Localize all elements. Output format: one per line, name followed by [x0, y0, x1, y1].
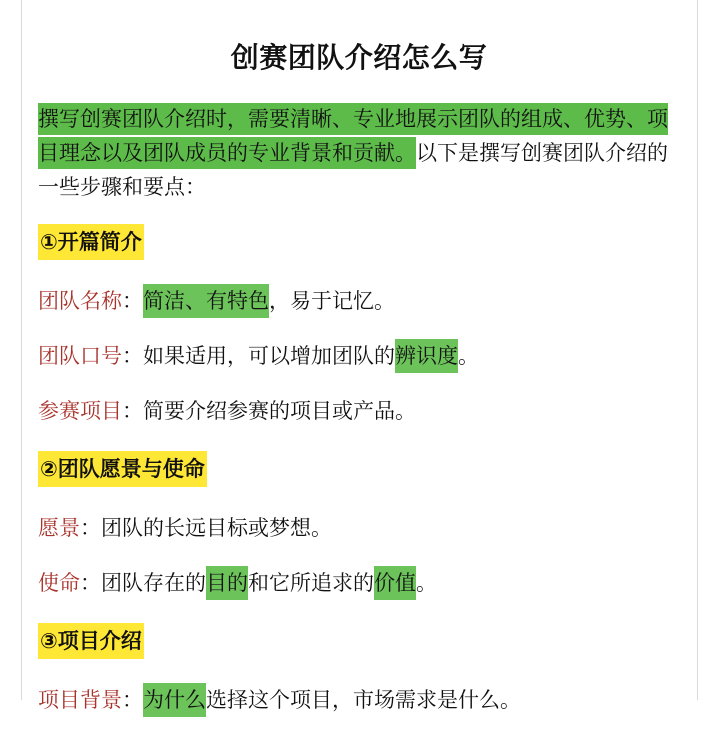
intro-highlighted-text: 撰写创赛团队介绍时，需要清晰、专业地展示团队的组成、优势、项目理念以及团队成员的专业背景和贡献。: [38, 103, 668, 169]
item-colon: ：: [122, 289, 143, 313]
section-1: [38, 224, 680, 426]
item-text: 。: [416, 571, 437, 595]
page-title: 创赛团队介绍怎么写: [230, 41, 488, 74]
item-term: 团队名称: [38, 289, 122, 313]
document-page: [38, 26, 680, 740]
list-item: [38, 513, 680, 543]
item-text: 团队的长远目标或梦想。: [101, 516, 332, 540]
item-colon: ：: [80, 571, 101, 595]
section-3: [38, 623, 680, 715]
item-colon: ：: [122, 344, 143, 368]
item-text: 如果适用，可以增加团队的: [143, 344, 395, 368]
item-colon: ：: [122, 688, 143, 712]
item-text: 和它所追求的: [248, 571, 374, 595]
list-item: [38, 286, 680, 316]
list-item: [38, 341, 680, 371]
section-heading: ②团队愿景与使命: [38, 451, 207, 487]
item-term: 团队口号: [38, 344, 122, 368]
highlighted-text: 辨识度: [395, 339, 458, 373]
highlighted-text: 目的: [206, 566, 248, 600]
section-heading: ①开篇简介: [38, 224, 144, 260]
item-text: 团队存在的: [101, 571, 206, 595]
item-term: 参赛项目: [38, 399, 122, 423]
item-term: 使命: [38, 571, 80, 595]
list-item: [38, 568, 680, 598]
section-heading: ③项目介绍: [38, 623, 144, 659]
item-term: 项目背景: [38, 688, 122, 712]
sections-container: [38, 224, 680, 715]
item-colon: ：: [122, 399, 143, 423]
page-left-border: [21, 0, 22, 700]
highlighted-text: 简洁、有特色: [143, 284, 269, 318]
item-colon: ：: [80, 516, 101, 540]
list-item: [38, 685, 680, 715]
item-text: 选择这个项目，市场需求是什么。: [206, 688, 521, 712]
item-text: 。: [458, 344, 479, 368]
intro-paragraph: [38, 102, 680, 204]
highlighted-text: 价值: [374, 566, 416, 600]
page-right-border: [697, 0, 698, 700]
item-text: ，易于记忆。: [269, 289, 395, 313]
intro-rest-text: 以下是撰写创赛团队介绍的一些步骤和要点：: [38, 141, 668, 199]
item-term: 愿景: [38, 516, 80, 540]
section-2: [38, 451, 680, 598]
list-item: [38, 396, 680, 426]
highlighted-text: 为什么: [143, 683, 206, 717]
item-text: 简要介绍参赛的项目或产品。: [143, 399, 416, 423]
